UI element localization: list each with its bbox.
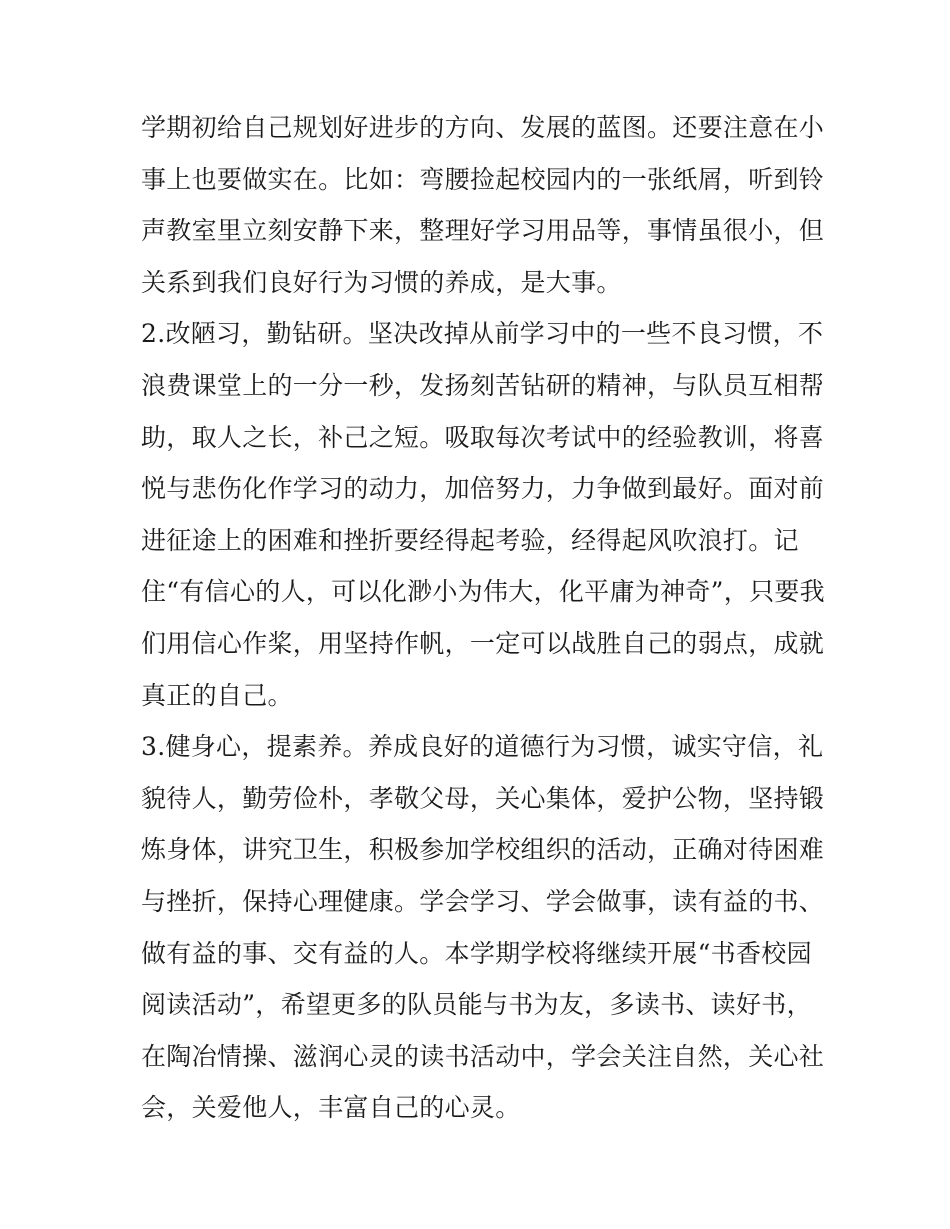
text-line: 关系到我们良好行为习惯的养成，是大事。 xyxy=(141,267,622,297)
text-line: 事上也要做实在。比如：弯腰捡起校园内的一张纸屑，听到铃 xyxy=(141,164,825,194)
text-line: 与挫折，保持心理健康。学会学习、学会做事，读有益的书、 xyxy=(141,886,825,916)
text-line: 炼身体，讲究卫生，积极参加学校组织的活动，正确对待困难 xyxy=(141,835,825,865)
text-line: 悦与悲伤化作学习的动力，加倍努力，力争做到最好。面对前 xyxy=(141,474,825,504)
text-line: 3.健身心，提素养。养成良好的道德行为习惯，诚实守信，礼 xyxy=(141,732,824,762)
text-line: 貌待人，勤劳俭朴，孝敬父母，关心集体，爱护公物，坚持锻 xyxy=(141,783,825,813)
text-line: 阅读活动”，希望更多的队员能与书为友，多读书、读好书， xyxy=(141,990,812,1020)
text-line: 真正的自己。 xyxy=(141,680,293,710)
text-line: 进征途上的困难和挫折要经得起考验，经得起风吹浪打。记 xyxy=(141,525,799,555)
body-text xyxy=(141,102,825,1134)
text-line: 浪费课堂上的一分一秒，发扬刻苦钻研的精神，与队员互相帮 xyxy=(141,370,825,400)
text-line: 声教室里立刻安静下来，整理好学习用品等，事情虽很小，但 xyxy=(141,216,825,246)
text-line: 会，关爱他人，丰富自己的心灵。 xyxy=(141,1093,521,1123)
text-line: 们用信心作桨，用坚持作帆，一定可以战胜自己的弱点，成就 xyxy=(141,628,825,658)
text-line: 2.改陋习，勤钻研。坚决改掉从前学习中的一些不良习惯，不 xyxy=(141,319,824,349)
text-line: 学期初给自己规划好进步的方向、发展的蓝图。还要注意在小 xyxy=(141,113,825,142)
text-line: 住“有信心的人，可以化渺小为伟大，化平庸为神奇”，只要我 xyxy=(141,577,825,607)
text-line: 助，取人之长，补己之短。吸取每次考试中的经验教训，将喜 xyxy=(141,422,825,452)
text-line: 做有益的事、交有益的人。本学期学校将继续开展“书香校园 xyxy=(141,938,812,968)
text-line: 在陶冶情操、滋润心灵的读书活动中，学会关注自然，关心社 xyxy=(141,1041,825,1071)
